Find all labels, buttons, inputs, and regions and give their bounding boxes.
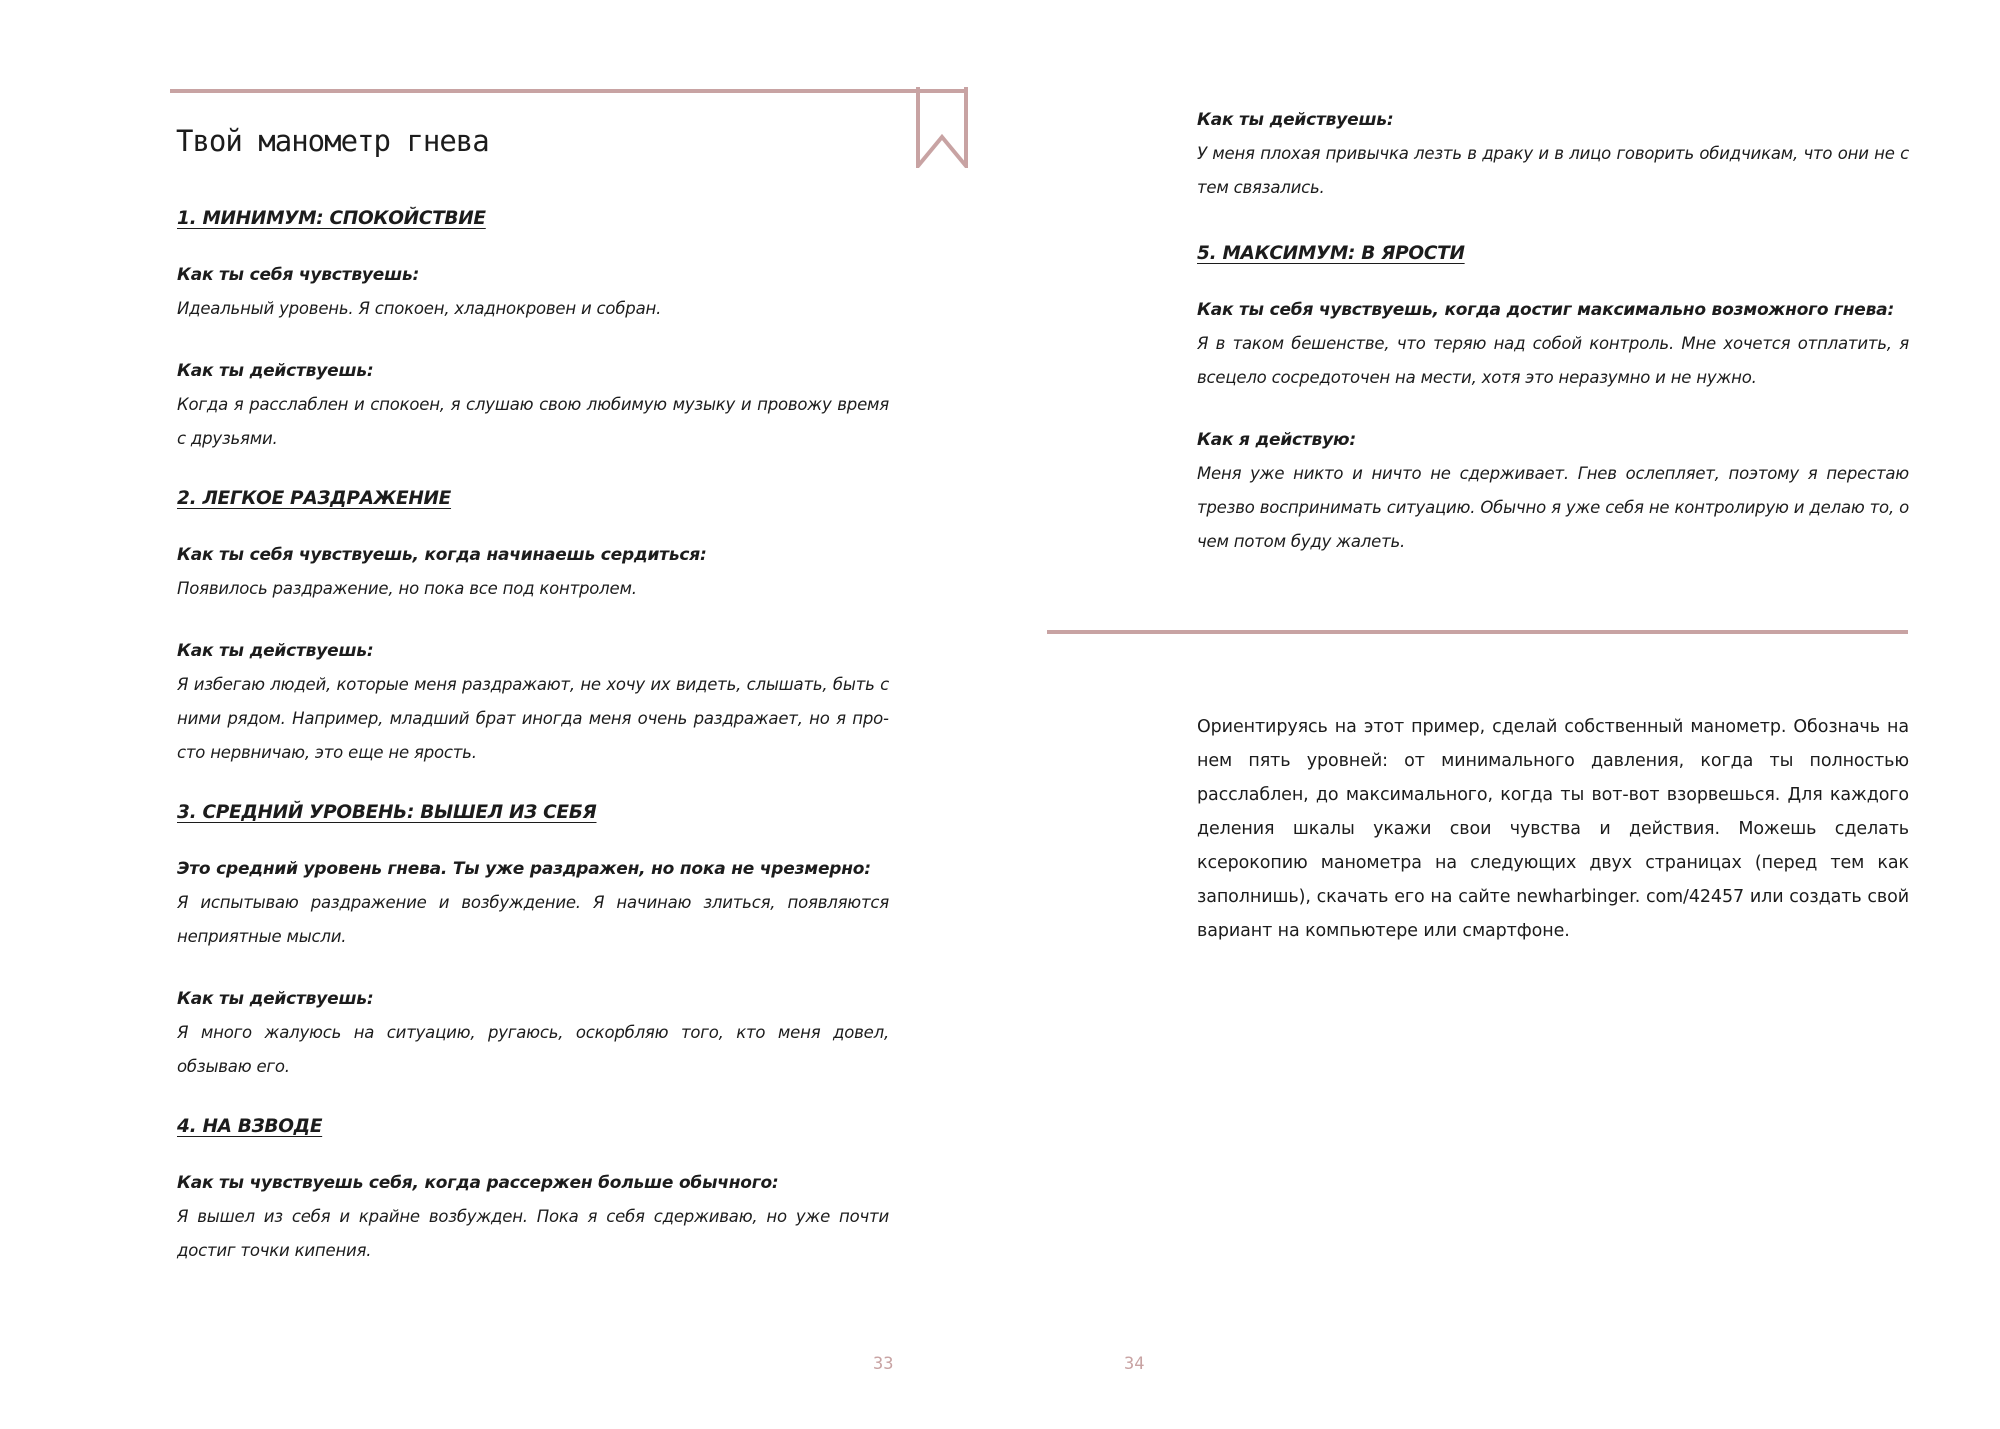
answer: Идеальный уровень. Я спокоен, хладнокровен и собран. xyxy=(177,299,662,318)
section-level-1 xyxy=(177,206,889,456)
qa-block xyxy=(1197,293,1909,395)
instructions-block xyxy=(1197,710,1909,948)
answer: Я вышел из себя и крайне возбужден. Пока я себя сдерживаю, но уже почти достиг точки кипения. xyxy=(177,1207,889,1260)
answer: У меня плохая привычка лезть в драку и в лицо говорить обидчикам, что они не с тем связались. xyxy=(1197,144,1909,197)
answer: Когда я расслаблен и спокоен, я слушаю свою любимую музыку и провожу время с друзьями. xyxy=(177,395,889,448)
bookmark-icon xyxy=(916,87,968,168)
question: Как ты чувствуешь себя, когда рассержен больше обычного: xyxy=(177,1173,779,1193)
section-title: 3. СРЕДНИЙ УРОВЕНЬ: ВЫШЕЛ ИЗ СЕБЯ xyxy=(177,802,597,823)
section-divider xyxy=(1047,630,1908,634)
question: Как ты действуешь: xyxy=(1197,110,1394,130)
top-divider xyxy=(170,89,967,93)
section-level-2 xyxy=(177,486,889,770)
right-page xyxy=(1000,0,2000,1429)
question: Как я действую: xyxy=(1197,430,1356,450)
answer: Я избегаю людей, которые меня раздражают, не хочу их видеть, слышать, быть с ними рядом. Например, младший брат иногда меня очень раздражает, но я просто нервничаю, это еще не ярость. xyxy=(177,675,889,762)
section-title: 4. НА ВЗВОДЕ xyxy=(177,1116,323,1137)
qa-block xyxy=(177,634,889,770)
page-title: Твой манометр гнева xyxy=(176,124,489,158)
question: Как ты действуешь: xyxy=(177,641,374,661)
qa-block xyxy=(177,852,889,954)
question: Как ты действуешь: xyxy=(177,361,374,381)
left-column xyxy=(177,206,889,1298)
section-title: 2. ЛЕГКОЕ РАЗДРАЖЕНИЕ xyxy=(177,488,452,509)
qa-block xyxy=(177,538,889,606)
answer: Появилось раздражение, но пока все под контролем. xyxy=(177,579,637,598)
answer: Я в таком бешенстве, что теряю над собой контроль. Мне хочется отплатить, я всецело сосредоточен на мести, хотя это неразумно и не нужно. xyxy=(1197,334,1909,387)
question: Как ты действуешь: xyxy=(177,989,374,1009)
qa-block xyxy=(177,982,889,1084)
section-level-4 xyxy=(177,1114,889,1268)
question: Это средний уровень гнева. Ты уже раздражен, но пока не чрезмерно: xyxy=(177,859,871,879)
section-title: 1. МИНИМУМ: СПОКОЙСТВИЕ xyxy=(177,208,486,229)
answer: Я много жалуюсь на ситуацию, ругаюсь, оскорбляю того, кто меня довел, обзываю его. xyxy=(177,1023,889,1076)
page-number: 34 xyxy=(1124,1354,1145,1374)
qa-block xyxy=(1197,103,1909,205)
instructions-text: Ориентируясь на этот пример, сделай собственный манометр. Обозначь на нем пять уровней: от минимального давления, когда ты полностью расслаблен, до максимального, когда ты вот-вот взорвешься. Для каждого деления шкалы укажи свои чувства и действия. Можешь сделать ксерокопию манометра на следующих двух страницах (перед тем как заполнишь), скачать его на сайте newharbinger. com/42457 или создать свой вариант на компьютере или смартфоне. xyxy=(1197,717,1909,941)
question: Как ты себя чувствуешь: xyxy=(177,265,420,285)
section-level-5 xyxy=(1197,241,1909,559)
section-title: 5. МАКСИМУМ: В ЯРОСТИ xyxy=(1197,243,1465,264)
page-number: 33 xyxy=(873,1354,894,1374)
section-level-3 xyxy=(177,800,889,1084)
qa-block xyxy=(177,1166,889,1268)
qa-block xyxy=(177,258,889,326)
right-column xyxy=(1197,103,1909,589)
qa-block xyxy=(177,354,889,456)
answer: Меня уже никто и ничто не сдерживает. Гнев ослепляет, поэтому я перестаю трезво воспринимать ситуацию. Обычно я уже себя не контролирую и делаю то, о чем потом буду жалеть. xyxy=(1197,464,1909,551)
qa-block xyxy=(1197,423,1909,559)
question: Как ты себя чувствуешь, когда начинаешь сердиться: xyxy=(177,545,707,565)
question: Как ты себя чувствуешь, когда достиг максимально возможного гнева: xyxy=(1197,300,1895,320)
answer: Я испытываю раздражение и возбуждение. Я начинаю злиться, появляются неприятные мысли. xyxy=(177,893,889,946)
